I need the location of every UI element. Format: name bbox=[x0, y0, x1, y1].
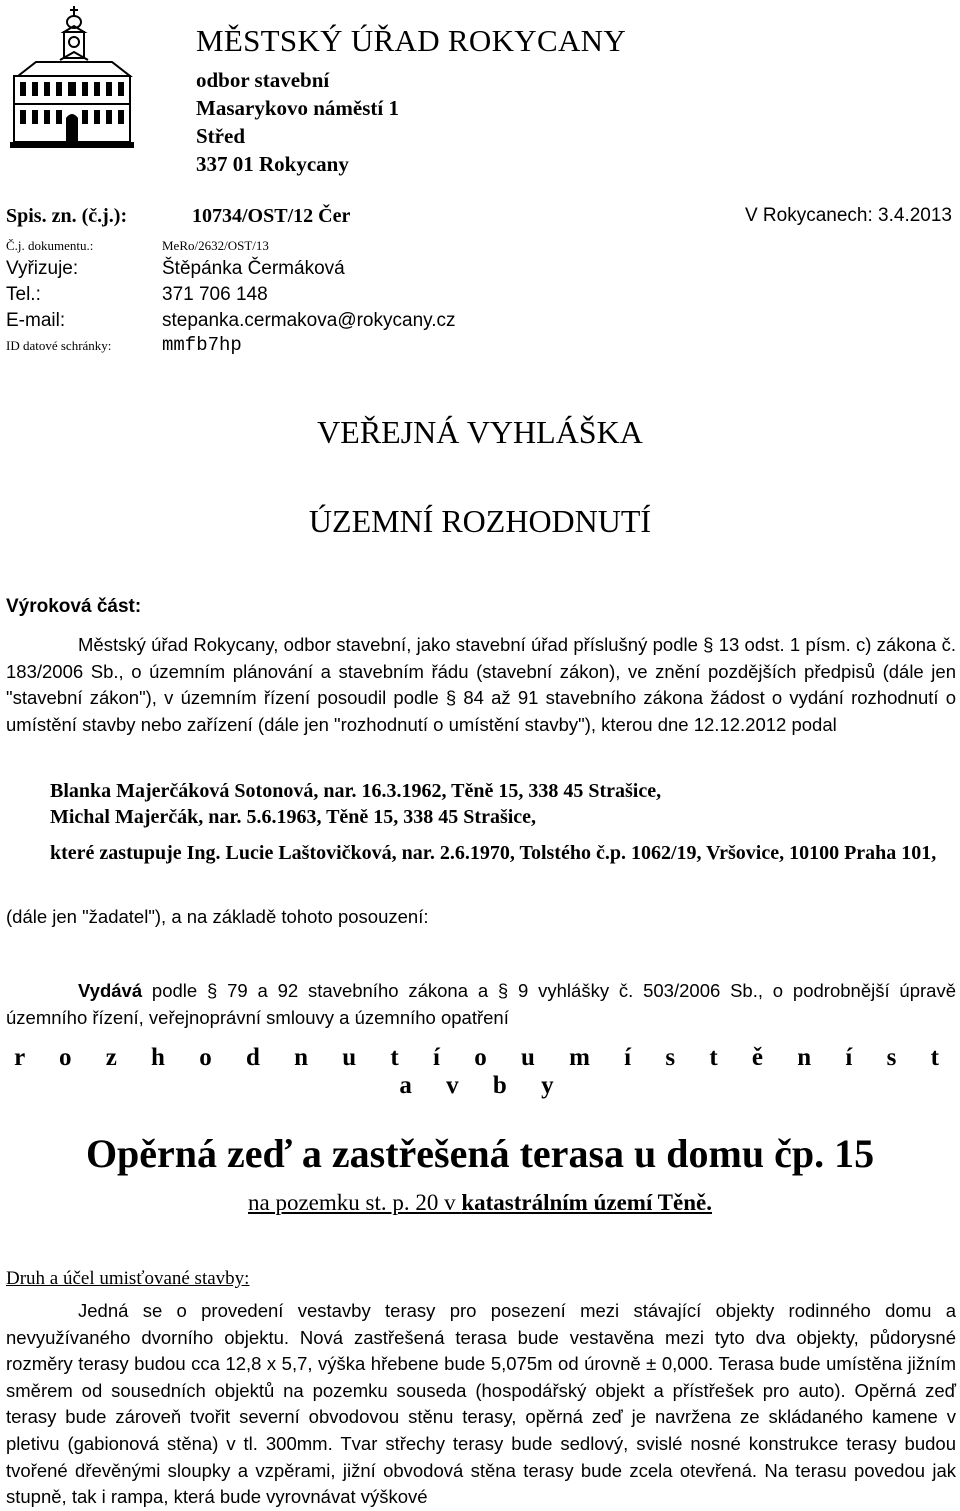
construction-description: Jedná se o provedení vestavby terasy pro posezení mezi stávající objekty rodinného domu a nevyužívaného dvorního objektu. Nová zastřešená terasa bude vestavěna mezi tyto dva objekty, půdorysné rozměry terasy budou cca 12,8 x 5,7, výška hřebene bude 5,075m od úrovně ± 0,000. Terasa bude umístěna jižním směrem od sousedních objektů na pozemku souseda (hospodářský objekt a přístřešek pro auto). Opěrná zeď terasy bude zároveň tvořit severní obvodovou stěnu terasy, opěrná zeď je navržena ze skládaného kamene v pletivu (gabionová stěna) v tl. 300mm. Tvar střechy terasy bude sedlový, svislé nosné konstrukce terasy budou tvořené dřevěnými sloupky a vzpěrami, jižní obvodová stěna terasy bude zcela otevřená. Na terasu povedou jak stupně, tak i rampa, která bude vyrovnávat výškové bbox=[6, 1300, 956, 1508]
verdict-body: , o územním plánování a stavebním řádu (stavební zákon), ve znění pozdějších předpisů (dále jen "stavební zákon"), v územním řízení posoudil podle § 84 až 91 stavebního zákona žádost o vydání rozhodnutí o umístění stavby nebo zařízení (dále jen "rozhodnutí o umístění stavby"), kterou dne 12.12.2012 podal bbox=[6, 660, 956, 735]
representative: které zastupuje Ing. Lucie Laštovičková, nar. 2.6.1970, Tolstého č.p. 1062/19, Vršovice, 10100 Praha 101, bbox=[50, 842, 937, 864]
office-title: MĚSTSKÝ ÚŘAD ROKYCANY bbox=[196, 23, 627, 58]
email-value[interactable]: stepanka.cermakova@rokycany.cz bbox=[162, 310, 456, 331]
project-title: Opěrná zeď a zastřešená terasa u domu čp. 15 bbox=[85, 1131, 875, 1176]
street-address: Masarykovo náměstí 1 bbox=[196, 96, 399, 120]
issues-body: podle § 79 a 92 stavebního zákona a § 9 vyhlášky č. 503/2006 Sb., o podrobnější úpravě územního řízení, veřejnoprávní smlouvy a územního opatření bbox=[6, 980, 956, 1028]
spis-label: Spis. zn. (č.j.): bbox=[6, 205, 128, 227]
applicant-2: Michal Majerčák, nar. 5.6.1963, Těně 15, 338 45 Strašice, bbox=[50, 806, 537, 828]
town-hall-logo bbox=[6, 2, 136, 152]
applicant-note: (dále jen "žadatel"), a na základě tohoto posouzení: bbox=[6, 906, 429, 927]
verdict-paragraph bbox=[6, 632, 956, 738]
databox-label: ID datové schránky: bbox=[6, 338, 112, 353]
project-cadastral-area: katastrálním území Těně. bbox=[461, 1190, 712, 1215]
doc-number-label: Č.j. dokumentu.: bbox=[6, 238, 94, 253]
tel-label: Tel.: bbox=[6, 284, 41, 305]
doc-number-value: MeRo/2632/OST/13 bbox=[162, 238, 269, 253]
decision-spaced-heading: r o z h o d n u t í o u m í s t ě n í s t a v b y bbox=[14, 1044, 946, 1099]
verdict-authority: Městský úřad Rokycany, odbor stavební, jako stavební úřad příslušný podle § 13 odst. 1 písm. c) zákona č. 183/2006 Sb. bbox=[6, 634, 956, 682]
spis-value: 10734/OST/12 Čer bbox=[192, 205, 351, 227]
project-location bbox=[0, 1190, 960, 1216]
department: odbor stavební bbox=[196, 68, 330, 92]
databox-value: mmfb7hp bbox=[162, 334, 242, 356]
issues-paragraph bbox=[6, 978, 956, 1031]
issues-verb: Vydává bbox=[78, 980, 143, 1001]
email-label: E-mail: bbox=[6, 310, 66, 331]
issue-date: V Rokycanech: 3.4.2013 bbox=[744, 205, 952, 226]
applicant-1: Blanka Majerčáková Sotonová, nar. 16.3.1962, Těně 15, 338 45 Strašice, bbox=[50, 780, 662, 802]
construction-type-label: Druh a účel umisťované stavby: bbox=[6, 1268, 250, 1289]
tel-value: 371 706 148 bbox=[162, 284, 268, 305]
district: Střed bbox=[196, 124, 245, 148]
public-notice-title: VEŘEJNÁ VYHLÁŠKA bbox=[317, 414, 643, 450]
verdict-label: Výroková část: bbox=[6, 596, 142, 617]
handler-value: Štěpánka Čermáková bbox=[162, 258, 345, 279]
project-location-prefix: na pozemku st. p. 20 v bbox=[247, 1190, 462, 1215]
postal-address: 337 01 Rokycany bbox=[196, 152, 349, 176]
handler-label: Vyřizuje: bbox=[6, 258, 79, 279]
decision-title: ÚZEMNÍ ROZHODNUTÍ bbox=[308, 503, 652, 539]
